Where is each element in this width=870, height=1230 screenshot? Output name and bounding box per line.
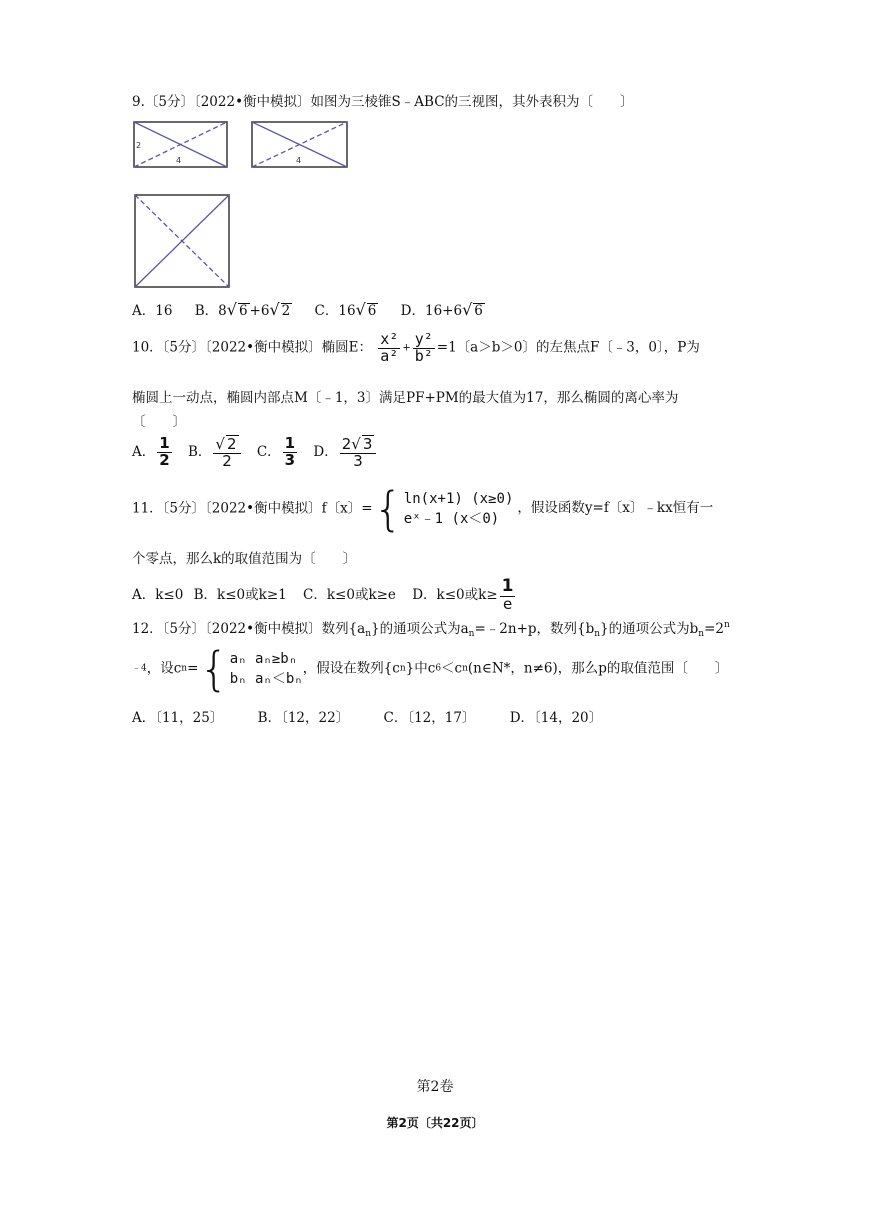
q10-fraction-x (378, 332, 400, 365)
q9-option-d-label: D． (400, 303, 425, 319)
q9-top-view (132, 192, 232, 290)
sqrt-symbol: √ (226, 300, 237, 319)
q10-option-a-label: A． (132, 443, 156, 460)
q12-text-a: 12．〔5分〕〔2022•衡中模拟〕数列{a (132, 621, 366, 637)
q10-option-c-num: 1 (284, 434, 296, 452)
sqrt-symbol: √ (215, 435, 225, 453)
q12-text-c: =﹣2n+p，数列{b (474, 621, 595, 637)
sqrt-symbol: √ (462, 300, 473, 319)
q11-option-c[interactable]: C．k≤0或k≥e (303, 586, 396, 603)
q9-side-view (250, 120, 350, 170)
q9-stem (132, 96, 634, 110)
q12-text-h: }中c (405, 660, 436, 677)
q9-stem-text: 9.〔5分〕〔2022•衡中模拟〕如图为三棱锥S﹣ABC的三视图，其外表积为〔 〕 (132, 94, 634, 110)
q9-option-b[interactable] (194, 300, 293, 319)
q10-suffix: =1〔a＞b＞0〕的左焦点F〔﹣3，0〕，P为 (436, 339, 700, 356)
left-brace-icon: { (199, 642, 229, 696)
q10-plus: + (402, 342, 411, 354)
q10-frac1-denominator: a² (380, 346, 399, 365)
q11-options (132, 578, 517, 613)
q12-text-i: ＜c (441, 660, 463, 677)
q12-sub: n (181, 663, 188, 674)
q12-text-j: (n∈N*，n≠6)，那么p的取值范围〔 〕 (467, 660, 729, 677)
q12-sub: n (594, 629, 601, 639)
q10-option-a[interactable] (132, 434, 174, 469)
sqrt-symbol: √ (351, 435, 361, 453)
q12-option-c[interactable]: C．〔12，17〕 (383, 710, 476, 726)
q9-option-c[interactable] (314, 300, 379, 319)
q9-option-b-radicand1: 6 (238, 303, 248, 319)
sqrt-symbol: √ (269, 300, 280, 319)
q10-option-c-den: 3 (284, 450, 296, 469)
q10-line3: 〔 〕 (132, 414, 186, 430)
q10-options (132, 435, 378, 470)
q12-option-a[interactable]: A．〔11，25〕 (132, 710, 224, 726)
q11-option-d-fraction (500, 578, 516, 613)
q9-option-c-label: C． (314, 303, 339, 319)
q12-text-e: =2 (704, 621, 724, 637)
q10-option-d-radicand: 3 (362, 435, 373, 453)
q12-case1: aₙ aₙ≥bₙ (229, 650, 298, 667)
q11-option-d-den: e (502, 594, 513, 613)
q12-sub: 6 (435, 663, 442, 674)
q11-option-d[interactable] (412, 576, 517, 613)
q11-option-d-num: 1 (501, 576, 514, 596)
sqrt-symbol: √ (355, 300, 366, 319)
q9-option-d-radicand: 6 (474, 303, 483, 319)
q11-line2: 个零点，那么k的取值范围为〔 〕 (132, 551, 357, 567)
q11-case2: eˣ﹣1 (x＜0) (403, 511, 500, 527)
q12-exponent-cont: ﹣4 (132, 663, 147, 674)
q12-sub: n (698, 629, 705, 639)
q10-option-d-label: D． (313, 443, 338, 460)
q9-front-height-label: 2 (136, 141, 142, 150)
q10-option-c-fraction (283, 436, 297, 469)
page-number: 第2页〔共22页〕 (386, 1116, 484, 1130)
q9-option-b-label: B． (194, 303, 219, 319)
q11-suffix: ，假设函数y=f〔x〕﹣kx恒有一 (517, 500, 714, 517)
q9-options (132, 302, 503, 319)
q10-prefix: 10．〔5分〕〔2022•衡中模拟〕椭圆E： (132, 339, 372, 356)
q10-option-b-radicand: 2 (226, 435, 237, 453)
q10-line1 (132, 332, 700, 365)
q10-option-d[interactable] (313, 435, 378, 470)
q10-option-c-label: C． (256, 443, 281, 460)
q12-sub: n (462, 663, 468, 674)
q9-option-b-radicand2: 2 (281, 303, 291, 319)
q10-option-d-fraction (340, 435, 377, 470)
q9-option-b-coef: 8 (218, 303, 227, 319)
q12-text-f: ，设c (146, 660, 182, 677)
q9-option-c-radicand: 6 (367, 303, 377, 319)
q11-option-d-prefix: D．k≤0或k≥ (412, 586, 498, 603)
q10-line2: 椭圆上一动点，椭圆内部点M〔﹣1，3〕满足PF+PM的最大值为17，那么椭圆的离心率为 (132, 390, 679, 406)
q11-prefix: 11．〔5分〕〔2022•衡中模拟〕f〔x〕= (132, 500, 373, 517)
q9-option-d[interactable] (400, 300, 485, 319)
q10-option-b-den: 2 (222, 451, 232, 470)
q10-option-a-den: 2 (159, 450, 170, 469)
q10-frac1-numerator: x² (380, 330, 399, 348)
q12-sub: n (399, 663, 406, 674)
q12-equals: = (187, 660, 199, 677)
q10-option-b-label: B． (187, 443, 212, 460)
q10-option-d-den: 3 (353, 451, 363, 470)
q9-option-b-plus: +6 (249, 303, 270, 319)
q10-option-c[interactable] (256, 434, 299, 469)
q9-front-view (132, 120, 230, 170)
q11-line1 (132, 482, 714, 536)
q12-option-b[interactable]: B．〔12，22〕 (257, 710, 350, 726)
q10-frac2-numerator: y² (414, 330, 433, 348)
volume-label: 第2卷 (416, 1079, 454, 1095)
q12-text-b: }的通项公式为a (371, 621, 469, 637)
q11-case1: ln(x+1) (x≥0) (403, 490, 514, 507)
q12-text-g: ，假设在数列{c (302, 660, 400, 677)
q12-case2: bₙ aₙ＜bₙ (229, 671, 303, 687)
q9-option-a[interactable]: A．16 (132, 303, 173, 319)
left-brace-icon: { (373, 482, 403, 536)
q12-sub: n (468, 629, 475, 639)
q12-options (132, 712, 602, 726)
q11-option-a[interactable]: A．k≤0 (132, 586, 184, 603)
q12-option-d[interactable]: D．〔14，20〕 (509, 710, 603, 726)
q10-fraction-y (413, 332, 435, 365)
q10-option-a-fraction (157, 436, 171, 469)
q9-side-width-label: 4 (296, 156, 302, 165)
q9-front-width-label: 4 (176, 156, 182, 165)
q11-piecewise (404, 489, 514, 530)
q10-option-d-num (340, 435, 377, 454)
q12-piecewise (230, 649, 303, 690)
q9-option-d-text: 16+6 (425, 303, 463, 319)
q10-option-b-fraction (213, 435, 240, 470)
q11-option-b[interactable]: B．k≤0或k≥1 (193, 586, 287, 603)
q10-frac2-denominator: b² (414, 346, 433, 365)
q12-text-d: }的通项公式为b (600, 621, 699, 637)
q10-option-b[interactable] (187, 435, 243, 470)
q12-sub: n (365, 629, 372, 639)
q10-option-d-coef: 2 (341, 435, 352, 453)
q12-sup: n (723, 620, 730, 630)
q12-line1 (132, 621, 730, 639)
q10-option-a-num: 1 (159, 434, 170, 452)
q12-line2 (132, 642, 729, 696)
q10-option-b-num (213, 435, 240, 454)
q9-option-c-coef: 16 (338, 303, 356, 319)
